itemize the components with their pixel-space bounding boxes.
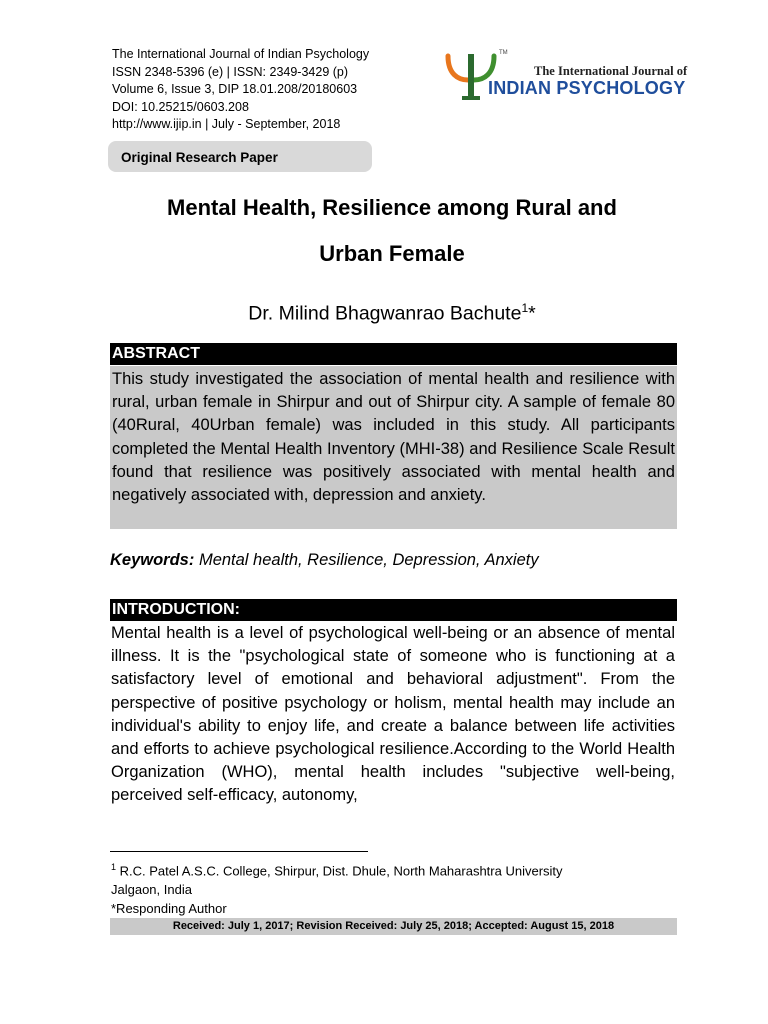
author-sup: 1 [521,301,529,315]
keywords [110,551,539,570]
introduction-heading: INTRODUCTION: [110,599,677,621]
journal-name: The International Journal of Indian Psychology [112,47,370,61]
received-dates: Received: July 1, 2017; Revision Received: July 25, 2018; Accepted: August 15, 2018 [110,918,677,935]
abstract-text: This study investigated the association of mental health and resilience with rural, urban female in Shirpur and out of Shirpur city. A sample of female 80 (40Rural, 40Urban female) was included in this study. All participants completed the Mental Health Inventory (MHI-38) and Resilience Scale Result found that resilience was positively associated with mental health and negatively associated with, depression and anxiety. [110,366,677,529]
journal-header [112,46,369,134]
footnote-rule [110,851,368,852]
paper-type-label: Original Research Paper [121,150,278,165]
doi: DOI: 10.25215/0603.208 [112,99,249,114]
paper-type-badge [108,141,372,172]
paper-title-line-2: Urban Female [319,241,465,266]
author [108,301,676,326]
author-name: Dr. Milind Bhagwanrao Bachute [248,302,522,325]
trademark: TM [499,50,508,56]
abstract-heading: ABSTRACT [110,343,677,365]
url-date: http://www.ijip.in | July - September, 2018 [112,117,341,131]
footnote [111,858,563,918]
issn: ISSN 2348-5396 (e) | ISSN: 2349-3429 (p) [112,64,349,79]
responding-author: *Responding Author [111,901,227,917]
volume-issue: Volume 6, Issue 3, DIP 18.01.208/20180603 [112,82,358,96]
keywords-text: Mental health, Resilience, Depression, Anxiety [194,551,539,569]
footnote-affiliation [111,858,563,880]
affiliation-line-1: R.C. Patel A.S.C. College, Shirpur, Dist. Dhule, North Maharashtra University [116,863,563,879]
paper-title-line-1: Mental Health, Resilience among Rural and [167,195,617,220]
logo-line-2: INDIAN PSYCHOLOGY [488,78,686,98]
introduction-text: Mental health is a level of psychological well-being or an absence of mental illness. It is the "psychological state of someone who is functioning at a satisfactory level of emotional and behavioral adjustment". From the perspective of positive psychology or holism, mental health may include an individual's ability to enjoy life, and create a balance between life activities and efforts to achieve psychological resilience.According to the World Health Organization (WHO), mental health includes "subjective well-being, perceived self-efficacy, autonomy, [111,624,675,805]
keywords-label: Keywords: [110,551,195,569]
affiliation-line-2: Jalgaon, India [111,882,192,898]
author-mark: * [528,302,536,325]
logo-line-1: The International Journal of [534,64,688,78]
journal-logo [444,50,688,102]
footnote-sup: 1 [111,862,117,872]
